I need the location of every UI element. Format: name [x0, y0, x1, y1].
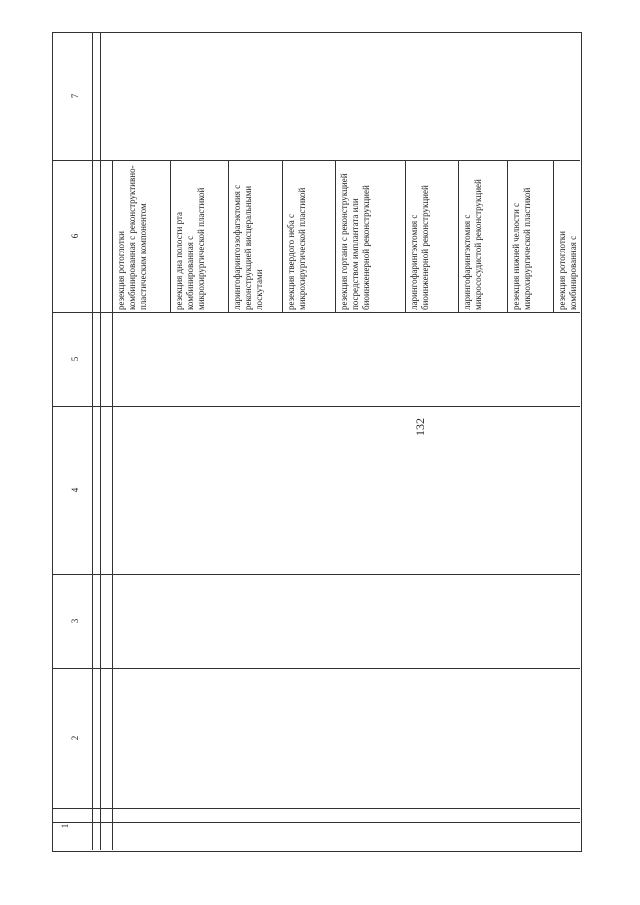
row-sep-1	[170, 160, 171, 312]
row-sep-2	[228, 160, 229, 312]
col-header-1: 1	[60, 823, 70, 829]
col-header-3: 3	[70, 618, 80, 624]
col6-cell: резекция ротоглотки комбинированная с реконструктивно-пластическим компонентом	[116, 165, 148, 310]
col-sep-7-6	[52, 160, 580, 161]
col-header-7: 7	[70, 93, 80, 99]
col-header-4: 4	[70, 487, 80, 493]
col-header-5: 5	[70, 356, 80, 362]
divider-inner	[112, 160, 113, 850]
table-border	[52, 32, 582, 852]
col6-cell: ларингофарингоэзофагэктомия с реконструкцией висцеральными лоскутами	[232, 184, 264, 310]
col6-cell: резекция дна полости рта комбинированная с микрохирургической пластикой	[174, 187, 206, 310]
col6-cell: ларингофарингэктомия с биоинженерной реконструкцией	[409, 185, 430, 310]
col-header-6: 6	[70, 233, 80, 239]
row-sep-7	[507, 160, 508, 312]
divider-left	[100, 32, 101, 850]
col6-cell: резекция гортани с реконструкцией посредством имплантата или биоинженерной реконструкцией	[339, 173, 371, 310]
col6-cell: резекция твердого неба с микрохирургической пластикой	[286, 187, 307, 310]
col-sep-2-1	[52, 808, 580, 809]
row-sep-4	[335, 160, 336, 312]
col6-cell: резекция ротоглотки комбинированная с	[557, 231, 578, 310]
col-sep-6-5	[52, 312, 580, 313]
col-sep-3-2	[52, 668, 580, 669]
col6-cell: резекция нижней челюсти с микрохирургической пластикой	[511, 187, 532, 310]
row-sep-3	[282, 160, 283, 312]
col6-cell: ларингофарингэктомия с микрососудистой реконструкцией	[462, 179, 483, 310]
col-sep-1	[52, 822, 580, 823]
row-sep-6	[458, 160, 459, 312]
row-sep-8	[553, 160, 554, 312]
col-sep-4-3	[52, 574, 580, 575]
col-header-2: 2	[70, 735, 80, 741]
col-sep-5-4	[52, 406, 580, 407]
row-sep-5	[405, 160, 406, 312]
page-number: 132	[413, 418, 427, 436]
